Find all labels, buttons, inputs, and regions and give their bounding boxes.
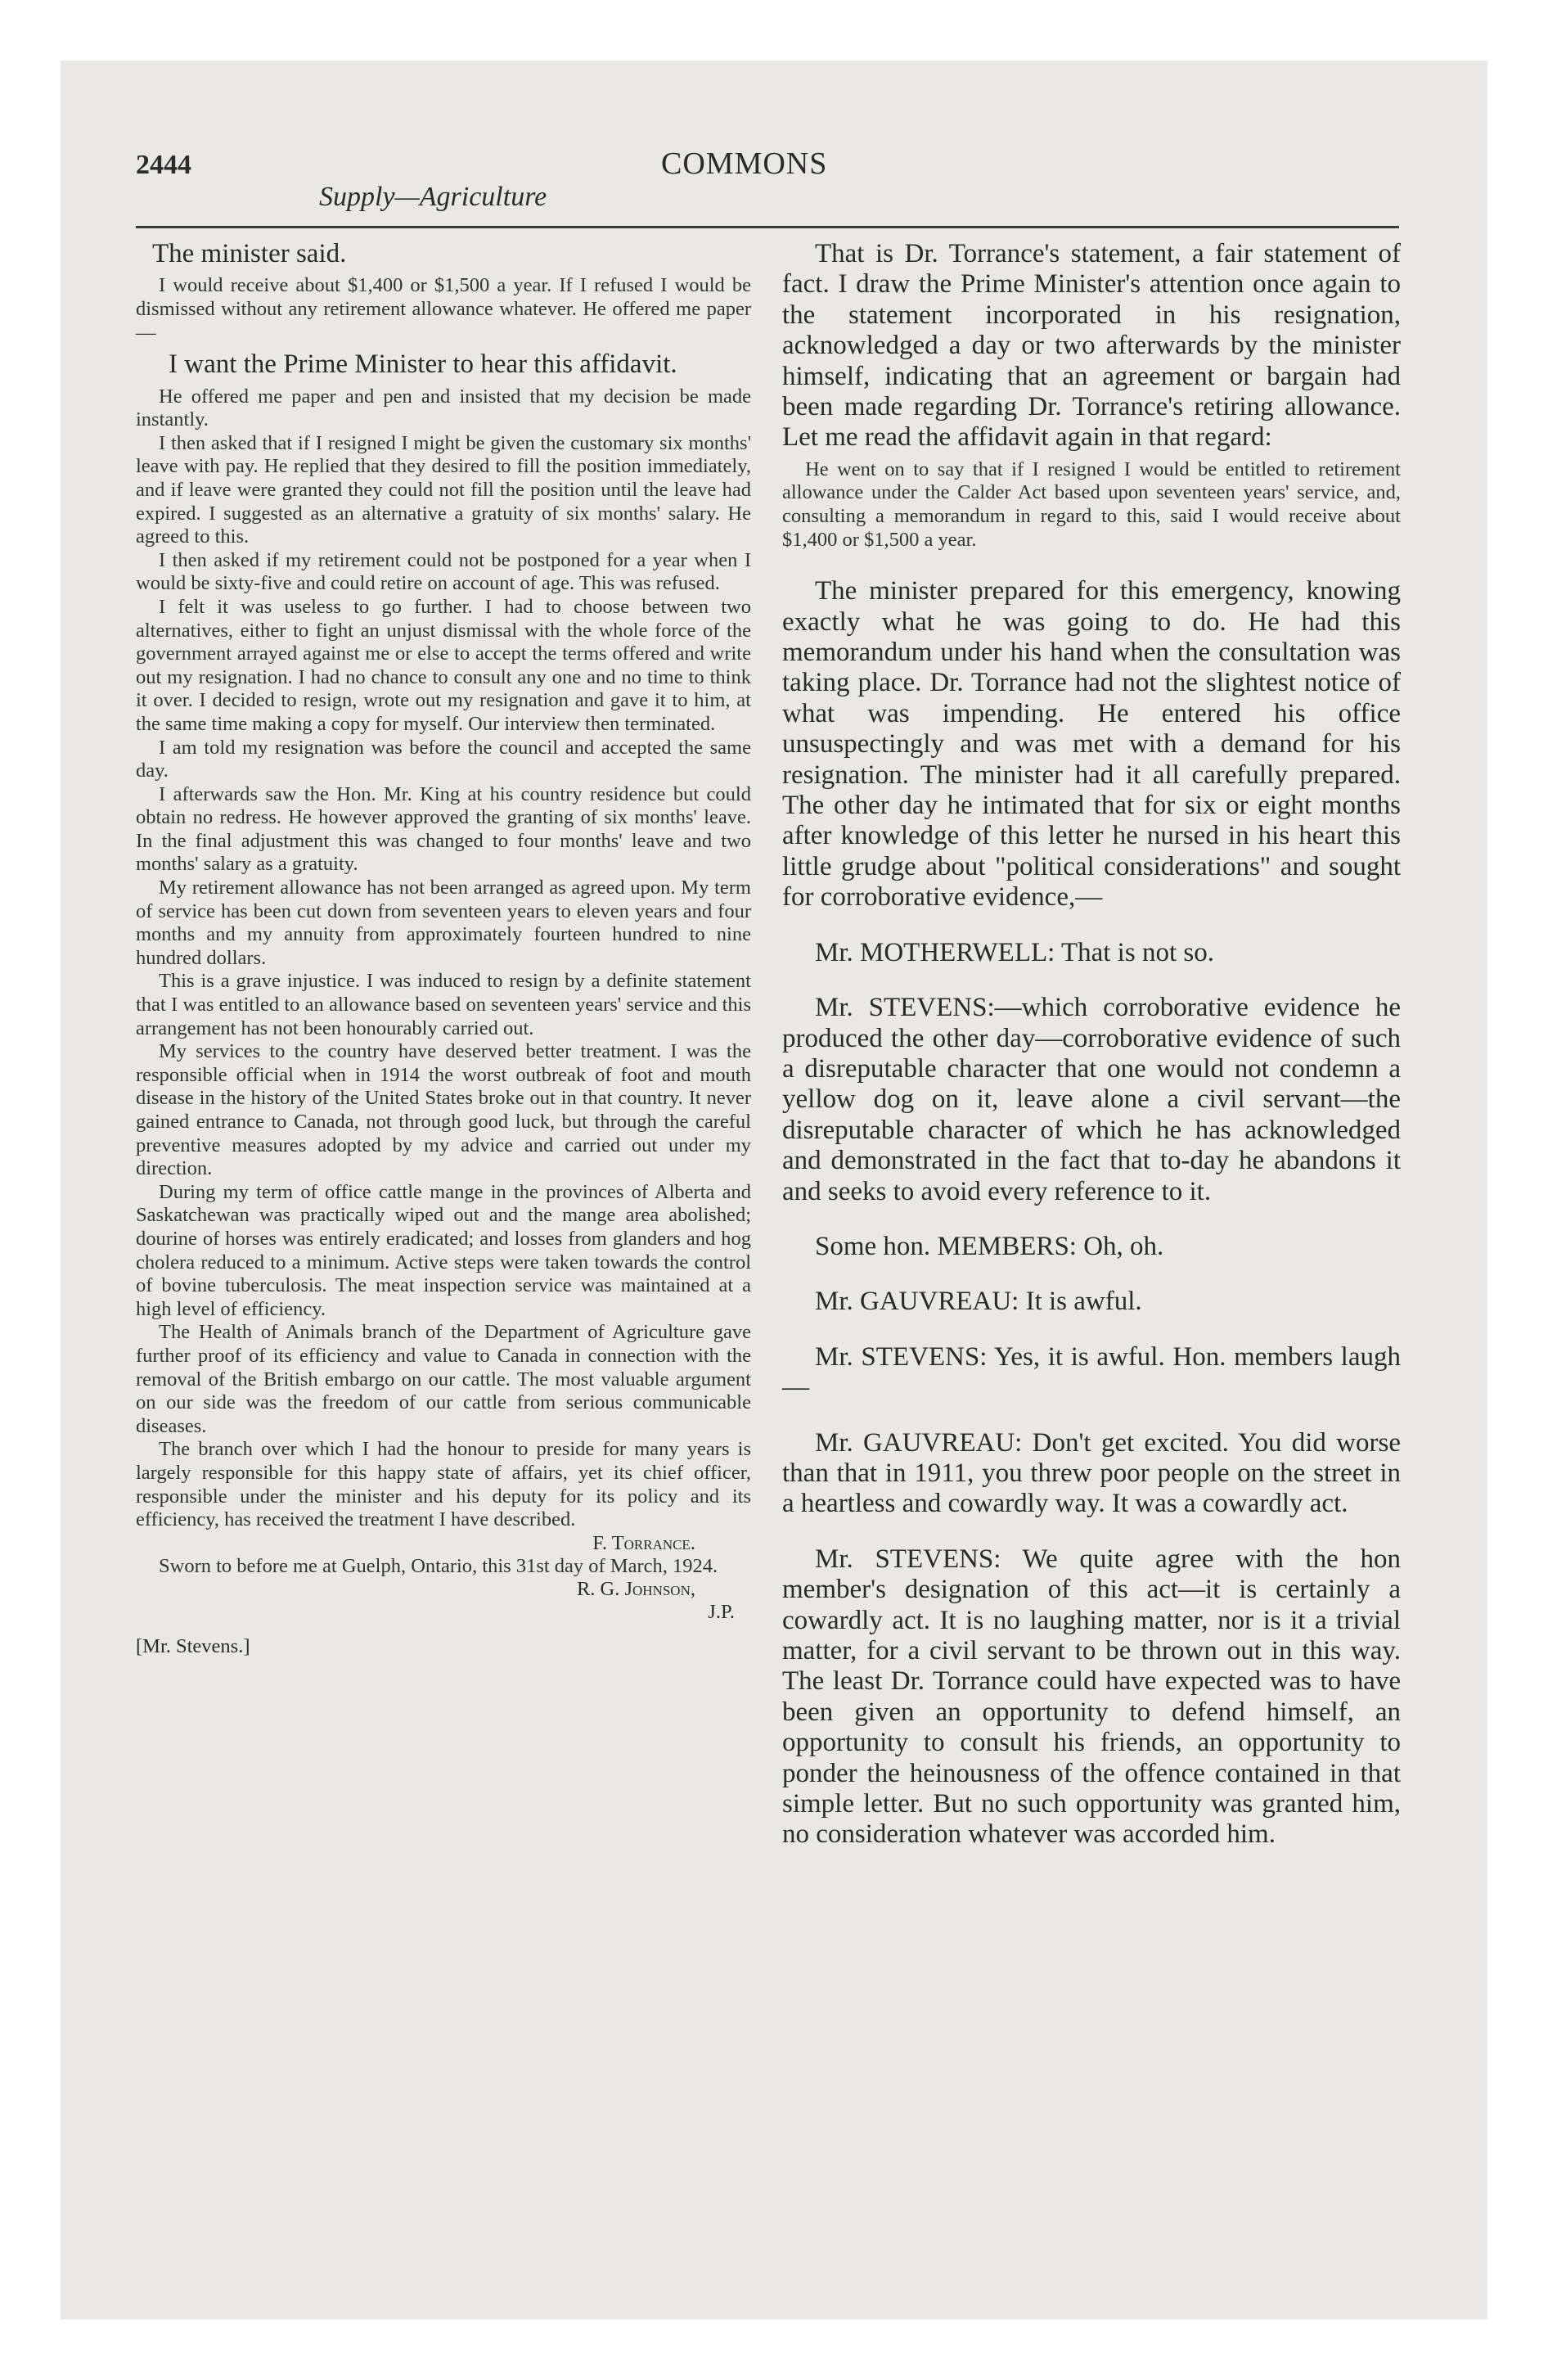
quoted-paragraph: I felt it was useless to go further. I had to choose between two alternatives, either to fight an unjust dismissal with the whole force of the government arrayed against me or else to accept the terms offered and write out my resignation. I had no chance to consult any one and no time to think it over. I decided to resign, wrote out my resignation and gave it to him, at the same time making a copy for myself. Our interview then terminated. bbox=[136, 595, 751, 735]
quoted-paragraph: My services to the country have deserved better treatment. I was the responsible official when in 1914 the worst outbreak of foot and mouth disease in the history of the United States broke out in that country. It never gained entrance to Canada, not through good luck, but through the careful preventive measures adopted by my advice and carried out under my direction. bbox=[136, 1040, 751, 1180]
quoted-paragraph: The branch over which I had the honour to preside for many years is largely responsible for this happy state of affairs, yet its chief officer, responsible under the minister and his deputy for its policy and its efficiency, has received the treatment I have described. bbox=[136, 1438, 751, 1531]
quoted-paragraph: He went on to say that if I resigned I would be entitled to retirement allowance under the Calder Act based upon seventeen years' service, and, consulting a memorandum in regard to this, said I would receive about $1,400 or $1,500 a year. bbox=[782, 458, 1401, 551]
paragraph: Mr. MOTHERWELL: That is not so. bbox=[815, 937, 1214, 967]
quoted-paragraph: My retirement allowance has not been arranged as agreed upon. My term of service has been cut down from seventeen years to eleven years and four months and my annuity from approximately fourteen hundred to nine hundred dollars. bbox=[136, 877, 751, 969]
paragraph: Mr. STEVENS: Yes, it is awful. Hon. members laugh— bbox=[782, 1341, 1401, 1403]
paragraph: Some hon. MEMBERS: Oh, oh. bbox=[815, 1231, 1164, 1261]
page-title: COMMONS bbox=[661, 146, 828, 181]
paragraph: I want the Prime Minister to hear this affidavit. bbox=[169, 349, 677, 380]
signature-johnson: R. G. Johnson, bbox=[576, 1578, 695, 1601]
quoted-paragraph: The Health of Animals branch of the Department of Agriculture gave further proof of its efficiency and value to Canada in connection with the removal of the British embargo on our cattle. The most valuable argument on our side was the freedom of our cattle from serious communicable diseases. bbox=[136, 1321, 751, 1437]
signature-title: J.P. bbox=[708, 1601, 735, 1624]
quoted-paragraph: I then asked that if I resigned I might be given the customary six months' leave with pay. He replied that they desired to fill the position immediately, and if leave were granted they could not fill the position until the leave had expired. I suggested as an alternative a gratuity of six months' salary. He agreed to this. bbox=[136, 431, 751, 548]
signature-torrance: F. Torrance. bbox=[592, 1531, 695, 1554]
paragraph: Mr. STEVENS: We quite agree with the hon member's designation of this act—it is certainly a cowardly act. It is no laughing matter, nor is it a trivial matter, for a civil servant to be thrown out in this way. The least Dr. Torrance could have expected was to have been given an opportunity to defend himself, an opportunity to consult his friends, an opportunity to ponder the heinousness of the offence contained in that simple letter. But no such opportunity was granted him, no consideration whatever was accorded him. bbox=[782, 1544, 1401, 1850]
speaker-note: [Mr. Stevens.] bbox=[136, 1635, 250, 1658]
left-column bbox=[136, 239, 751, 1658]
section-heading: Supply—Agriculture bbox=[319, 182, 547, 212]
right-column bbox=[782, 239, 1401, 1850]
quoted-paragraph: I am told my resignation was before the council and accepted the same day. bbox=[136, 736, 751, 782]
quoted-paragraph: I would receive about $1,400 or $1,500 a year. If I refused I would be dismissed without any retirement allowance whatever. He offered me paper— bbox=[136, 274, 751, 344]
quoted-paragraph: I then asked if my retirement could not be postponed for a year when I would be sixty-five and could retire on account of age. This was refused. bbox=[136, 548, 751, 595]
paragraph: Mr. GAUVREAU: It is awful. bbox=[815, 1287, 1142, 1317]
quoted-paragraph: This is a grave injustice. I was induced to resign by a definite statement that I was entitled to an allowance based on seventeen years' service and this arrangement has not been honourably carried out. bbox=[136, 970, 751, 1039]
paragraph: The minister prepared for this emergency, knowing exactly what he was going to do. He had this memorandum under his hand when the consultation was taking place. Dr. Torrance had not the slightest notice of what was impending. He entered his office unsuspectingly and was met with a demand for his resignation. The minister had it all carefully prepared. The other day he intimated that for six or eight months after knowledge of this letter he nursed in his heart this little grudge about "political considerations" and sought for corroborative evidence,— bbox=[782, 576, 1401, 913]
quoted-paragraph: I afterwards saw the Hon. Mr. King at his country residence but could obtain no redress. He however approved the granting of six months' leave. In the final adjustment this was changed to four months' leave and two months' salary as a gratuity. bbox=[136, 782, 751, 876]
sworn-statement: Sworn to before me at Guelph, Ontario, this 31st day of March, 1924. bbox=[159, 1554, 718, 1577]
quoted-paragraph: He offered me paper and pen and insisted that my decision be made instantly. bbox=[136, 385, 751, 431]
paragraph: Mr. GAUVREAU: Don't get excited. You did worse than that in 1911, you threw poor people on the street in a heartless and cowardly way. It was a cowardly act. bbox=[782, 1427, 1401, 1519]
page-number: 2444 bbox=[136, 150, 191, 180]
paragraph: Mr. STEVENS:—which corroborative evidence he produced the other day—corroborative evidence of such a disreputable character that one would not condemn a yellow dog on it, leave alone a civil servant—the disreputable character of which he has acknowledged and demonstrated in the fact that to-day he abandons it and seeks to avoid every reference to it. bbox=[782, 993, 1401, 1206]
header-rule bbox=[136, 226, 1399, 228]
paragraph: The minister said. bbox=[152, 239, 347, 268]
quoted-paragraph: During my term of office cattle mange in the provinces of Alberta and Saskatchewan was practically wiped out and the mange area abolished; dourine of horses was entirely eradicated; and losses from glanders and hog cholera reduced to a minimum. Active steps were taken towards the control of bovine tuberculosis. The meat inspection service was maintained at a high level of efficiency. bbox=[136, 1180, 751, 1320]
paragraph: That is Dr. Torrance's statement, a fair statement of fact. I draw the Prime Minister's attention once again to the statement incorporated in his resignation, acknowledged a day or two afterwards by the minister himself, indicating that an agreement or bargain had been made regarding Dr. Torrance's retiring allowance. Let me read the affidavit again in that regard: bbox=[782, 239, 1401, 453]
